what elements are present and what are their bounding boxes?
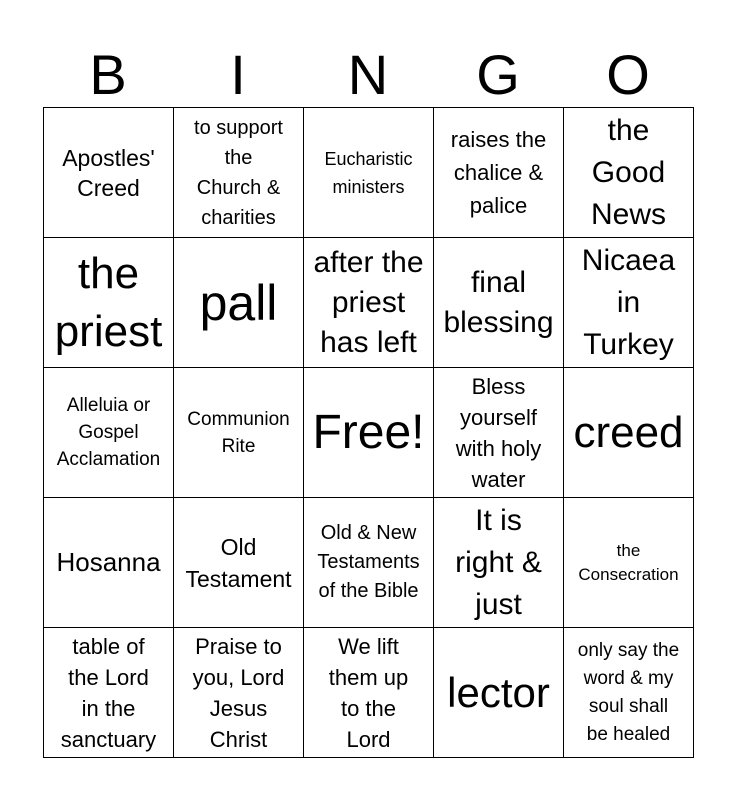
cell-text: table of the Lord in the sanctuary (60, 633, 157, 752)
cell-text: It is right & just (455, 503, 542, 621)
bingo-cell[interactable] (564, 628, 694, 758)
bingo-cell[interactable] (174, 628, 304, 758)
bingo-cell[interactable] (434, 238, 564, 368)
bingo-cell[interactable] (174, 108, 304, 238)
cell-text: Free! (312, 405, 425, 459)
header-letter-g: G (476, 43, 520, 106)
cell-text: to support the Church & charities (194, 116, 283, 229)
bingo-cell[interactable] (44, 238, 174, 368)
cell-text: the priest (54, 248, 163, 356)
cell-text: Old Testament (185, 533, 292, 592)
cell-text: Communion Rite (187, 408, 290, 457)
bingo-cell[interactable] (304, 498, 434, 628)
bingo-cell[interactable] (44, 628, 174, 758)
cell-text: Praise to you, Lord Jesus Christ (192, 633, 285, 752)
cell-text: after the priest has left (313, 245, 424, 359)
bingo-card (43, 107, 694, 758)
cell-text: final blessing (443, 265, 554, 339)
bingo-cell[interactable] (44, 108, 174, 238)
cell-text: pall (199, 274, 278, 331)
cell-text: creed (573, 407, 684, 457)
bingo-header (43, 44, 693, 106)
header-letter-i: I (230, 43, 246, 106)
bingo-cell[interactable] (564, 108, 694, 238)
bingo-cell[interactable] (304, 238, 434, 368)
cell-text: Bless yourself with holy water (455, 373, 542, 492)
bingo-cell[interactable] (564, 238, 694, 368)
bingo-cell[interactable] (304, 368, 434, 498)
bingo-cell[interactable] (434, 368, 564, 498)
bingo-cell[interactable] (304, 628, 434, 758)
bingo-cell[interactable] (174, 498, 304, 628)
bingo-cell[interactable] (564, 368, 694, 498)
cell-text: Old & New Testaments of the Bible (317, 522, 420, 602)
bingo-cell[interactable] (564, 498, 694, 628)
cell-text: Alleluia or Gospel Acclamation (56, 395, 161, 470)
bingo-cell[interactable] (174, 368, 304, 498)
header-letter-o: O (606, 43, 650, 106)
bingo-cell[interactable] (44, 498, 174, 628)
cell-text: Apostles' Creed (62, 144, 155, 201)
cell-text: the Consecration (578, 540, 679, 584)
cell-text: Hosanna (56, 547, 161, 577)
bingo-cell[interactable] (434, 108, 564, 238)
cell-text: only say the word & my soul shall be healed (577, 639, 680, 745)
cell-text: Eucharistic ministers (324, 148, 413, 197)
cell-text: lector (447, 668, 550, 716)
header-letter-b: B (89, 43, 127, 106)
bingo-cell[interactable] (434, 628, 564, 758)
bingo-cell[interactable] (174, 238, 304, 368)
cell-text: raises the chalice & palice (450, 127, 547, 218)
cell-text: Nicaea in Turkey (581, 243, 676, 361)
header-letter-n: N (347, 43, 389, 106)
cell-text: We lift them up to the Lord (328, 633, 409, 752)
bingo-cell[interactable] (44, 368, 174, 498)
cell-text: the Good News (590, 113, 666, 231)
bingo-cell[interactable] (304, 108, 434, 238)
bingo-cell[interactable] (434, 498, 564, 628)
